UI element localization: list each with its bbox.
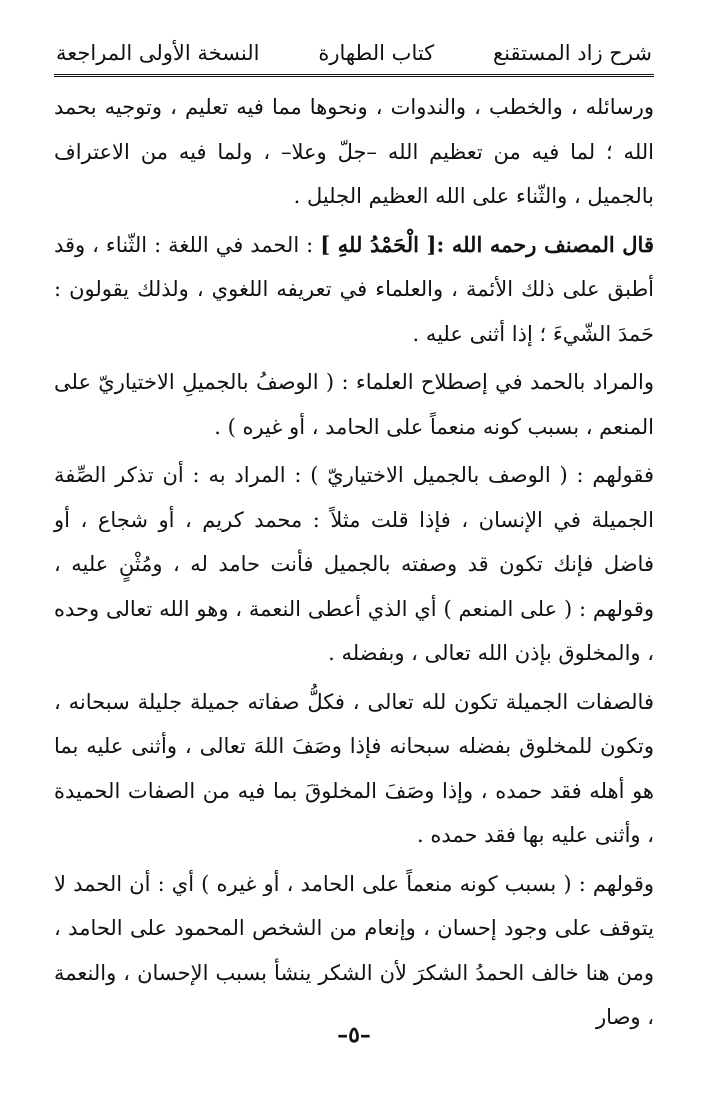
header-edition: النسخة الأولى المراجعة	[56, 41, 260, 65]
paragraph: فقولهم : ( الوصف بالجميل الاختياريّ ) : المراد به : أن تذكر الصِّفة الجميلة في الإنسان ، فإذا قلت مثلاً : محمد كريم ، أو شجاع ، أو فاضل فإنك تكون قد وصفته بالجميل فأنت حامد له ، ومُثْنٍ عليه ، وقولهم : ( على المنعم ) أي الذي أعطى النعمة ، وهو الله تعالى وحده ، والمخلوق بإذن الله تعالى ، وبفضله .	[54, 463, 654, 665]
running-header	[54, 38, 654, 77]
paragraph: والمراد بالحمد في إصطلاح العلماء : ( الوصفُ بالجميلِ الاختياريّ على المنعم ، بسبب كونه منعماً على الحامد ، أو غيره ) .	[54, 370, 654, 439]
paragraph: ورسائله ، والخطب ، والندوات ، ونحوها مما فيه تعليم ، وتوجيه بحمد الله ؛ لما فيه من تعظيم الله –جلّ وعلا– ، ولما فيه من الاعتراف بالجميل ، والثّناء على الله العظيم الجليل .	[54, 95, 654, 208]
header-chapter: كتاب الطهارة	[318, 41, 435, 65]
author-quote: قال المصنف رحمه الله :[ الْحَمْدُ للهِ ]	[320, 231, 654, 257]
book-page	[54, 38, 654, 1040]
page-body	[54, 85, 654, 1040]
page-number: –٥–	[337, 1022, 371, 1048]
header-book-title: شرح زاد المستقنع	[493, 41, 652, 65]
paragraph: وقولهم : ( بسبب كونه منعماً على الحامد ، أو غيره ) أي : أن الحمد لا يتوقف على وجود إحسان ، وإنعام من الشخص المحمود على الحامد ، ومن هنا خالف الحمدُ الشكرَ لأن الشكر ينشأ بسبب الإحسان ، والنعمة ، وصار	[54, 871, 654, 1029]
paragraph: قال المصنف رحمه الله :[ الْحَمْدُ للهِ ] : الحمد في اللغة : الثّناء ، وقد أطبق على ذلك الأئمة ، والعلماء في تعريفه اللغوي ، ولذلك يقولون : حَمدَ الشّيءَ ؛ إذا أثنى عليه .	[54, 231, 654, 346]
paragraph: فالصفات الجميلة تكون لله تعالى ، فكلُّ صفاته جميلة جليلة سبحانه ، وتكون للمخلوق بفضله سبحانه فإذا وصَفَ اللهَ تعالى ، وأثنى عليه بما هو أهله فقد حمده ، وإذا وصَفَ المخلوقَ بما فيه من الصفات الحميدة ، وأثنى عليه بها فقد حمده .	[54, 689, 654, 847]
